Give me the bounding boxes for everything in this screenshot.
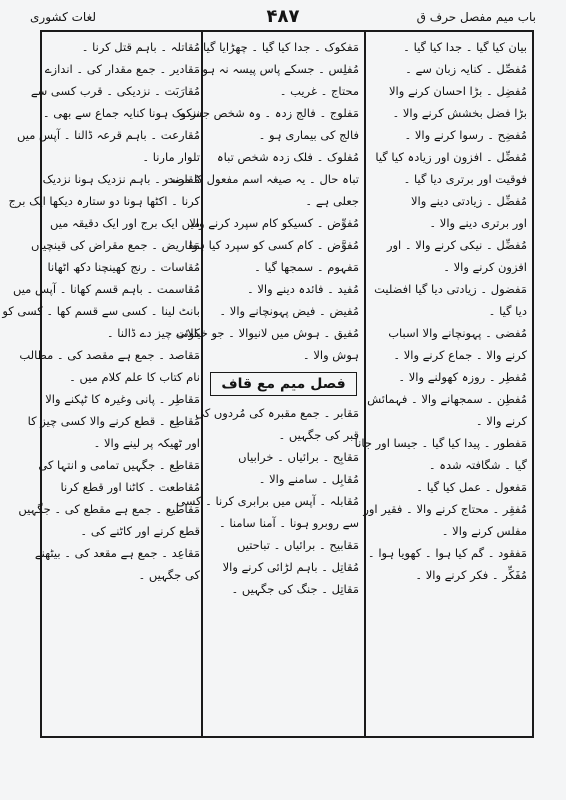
entry-line: مُقاطعت ۔ کاٹنا اور قطع کرنا [60,480,200,494]
entry-line: نزدیک ہونا کنایہ جماع سے بھی ۔ [42,106,200,120]
entry-line: مُفوَّض ۔ کام کسی کو سپرد کیا ہوا [189,238,359,252]
entry-line: سے روبرو ہونا ۔ آمنا سامنا ۔ [219,516,359,530]
column-middle-section-entries [176,402,359,600]
entry-line: مَفعول ۔ عمل کیا گیا ۔ [416,480,527,494]
entry-line: محتاج ۔ غریب ۔ [279,84,359,98]
entry-line: مُقاتِل ۔ باہم لڑائی کرنے والا [222,560,359,574]
entry-line: تباہ حال ۔ یہ صیغہ اسم مفعول کا مصدر [162,172,359,186]
entry-line: مَقادیر ۔ جمع مقدار کی ۔ اندازے [44,62,200,76]
entry-line: مَقاطِع ۔ جگہیں تمامی و انتہا کی [38,458,200,472]
entry-line: مَفطور ۔ پیدا کیا گیا ۔ جیسا اور جانا [354,436,527,450]
entry-line: مُفضِّل ۔ زیادتی دینے والا [410,194,527,208]
entry-line: مُفطِن ۔ سمجھانے والا ۔ فہمائش [367,392,527,406]
entry-line: میں ایک برج اور ایک دقیقہ میں [50,216,200,230]
entry-line: مُفید ۔ فائدہ دینے والا ۔ [246,282,359,296]
column-left [2,32,205,736]
entry-line: مُفیض ۔ فیض پہونچانے والا ۔ [219,304,359,318]
entry-line: مَفقود ۔ گم کیا ہوا ۔ کھویا ہوا ۔ [367,546,527,560]
entry-line: مُفوِّض ۔ کسیکو کام سپرد کرنے والا [189,216,359,230]
entry-line: مُفقِر ۔ محتاج کرنے والا ۔ فقیر اور [363,502,527,516]
page-number: ۴۸۷ [266,6,300,27]
entry-line: دیا گیا ۔ [488,304,527,318]
page-header [30,6,536,32]
entry-line: کرنے والا ۔ جماع کرنے والا ۔ [393,348,527,362]
entry-line: مفلس کرنے والا ۔ [441,524,527,538]
entry-line: نام کتاب کا علم کلام میں ۔ [69,370,200,384]
entry-line: مُقاتلہ ۔ باہم قتل کرنا ۔ [81,40,200,54]
entry-line: مَقابِح ۔ برائیاں ۔ خرابیاں [238,450,359,464]
entry-line: فوقیت اور برتری دیا گیا ۔ [403,172,527,186]
page-frame [2,30,534,738]
entry-line: فالج کی بیماری ہو ۔ [258,128,359,142]
entry-line: کی جگہیں ۔ [138,568,200,582]
entry-line: اور ٹھیکہ پر لینے والا ۔ [93,436,200,450]
entry-line: مُفصِّل ۔ کنایہ زبان سے ۔ [405,62,527,76]
entry-line: بیان کیا گیا ۔ جدا کیا گیا ۔ [403,40,527,54]
entry-line: افزون کرنے والا ۔ [443,260,527,274]
entry-line: مُقارعت ۔ باہم قرعہ ڈالنا ۔ آپس میں [16,128,200,142]
entry-line: مَقابر ۔ جمع مقبرہ کی مُردوں کی [195,406,359,420]
header-book-title: لغات کشوری [30,10,97,24]
entry-line: مُقارَبَت ۔ نزدیکی ۔ قرب کسی سے [30,84,200,98]
entry-line: کوئی چیز دے ڈالنا ۔ [106,326,200,340]
entry-line: مَفکوک ۔ جدا کیا گیا ۔ چھڑایا گیا ۔ [192,40,359,54]
entry-line: مُفضِّل ۔ نیکی کرنے والا ۔ اور [386,238,527,252]
entry-line: مُفطِر ۔ روزہ کھولنے والا ۔ [398,370,527,384]
entry-line: مَفضول ۔ زیادتی دیا گیا افضلیت [374,282,527,296]
entry-line: قطع کرنے اور کاٹنے کی ۔ [80,524,200,538]
entry-line: بڑا فضل بخشش کرنے والا ۔ [392,106,527,120]
entry-line: مَفہوم ۔ سمجھا گیا ۔ [254,260,359,274]
entry-line: مُقابلہ ۔ آپس میں برابری کرنا ۔ کسی [176,494,359,508]
entry-line: مَقاعِد ۔ جمع ہے مقعد کی ۔ بیٹھنے [34,546,200,560]
entry-line: کرنے والا ۔ [475,414,527,428]
entry-line: مَقاریض ۔ جمع مقراض کی قینچیاں [31,238,200,252]
entry-line: مُقارنت ۔ باہم نزدیک ہونا نزدیک [42,172,200,186]
entry-line: مَقاتِل ۔ جنگ کی جگہیں ۔ [231,582,359,596]
entry-line: مُقابِل ۔ سامنے والا ۔ [258,472,359,486]
entry-line: اور برتری دینے والا ۔ [429,216,527,230]
entry-line: مَقابیح ۔ برائیاں ۔ تباحتیں [236,538,359,552]
entry-line: مُفَکِّر ۔ فکر کرنے والا ۔ [415,568,527,582]
entry-line: تلوار مارنا ۔ [142,150,200,164]
section-heading: فصل میم مع قاف [210,372,357,396]
entry-line: کرنا ۔ اکٹھا ہونا دو ستارہ دیکھا ایک برج [8,194,200,208]
entry-line: مُقاسات ۔ رنج کھینچنا دکھ اٹھانا [47,260,200,274]
entry-line: مُفضی ۔ پہونچانے والا اسباب [388,326,527,340]
entry-line: مُفلوک ۔ فلک زدہ شخص تباہ [216,150,359,164]
entry-line: گیا ۔ شگافتہ شدہ ۔ [428,458,527,472]
entry-line: مُفضِّل ۔ افزون اور زیادہ کیا گیا [375,150,527,164]
entry-line: مُفلِس ۔ جسکے پاس پیسہ نہ ہو [202,62,359,76]
entry-line: مُقاطِع ۔ قطع کرنے والا کسی چیز کا [27,414,200,428]
entry-line: مُفضِل ۔ بڑا احسان کرنے والا [389,84,527,98]
column-right [354,32,532,736]
header-chapter: باب میم مفصل حرف ق [416,10,536,24]
entry-line: جعلی ہے ۔ [305,194,359,208]
entry-line: مَقاطِر ۔ پانی وغیرہ کا ٹپکنے والا [45,392,200,406]
entry-line: مَفلوج ۔ فالج زدہ ۔ وہ شخص جسکو [180,106,359,120]
entry-line: مُقاسمت ۔ باہم قسم کھانا ۔ آپس میں [12,282,200,296]
entry-line: مَقاصد ۔ جمع ہے مقصد کی ۔ مطالب [19,348,200,362]
entry-line: قبر کی جگہیں ۔ [278,428,359,442]
entry-line: بانٹ لینا ۔ کسی سے قسم کھا ۔ کسی کو [2,304,200,318]
entry-line: ہوش والا ۔ [302,348,359,362]
entry-line: مُفیق ۔ ہوش میں لانیوالا ۔ جو خیالات [176,326,359,340]
entry-line: مَقاطیع ۔ جمع ہے مقطع کی ۔ جگہیں [18,502,200,516]
entry-line: مُفضِح ۔ رسوا کرنے والا ۔ [404,128,527,142]
